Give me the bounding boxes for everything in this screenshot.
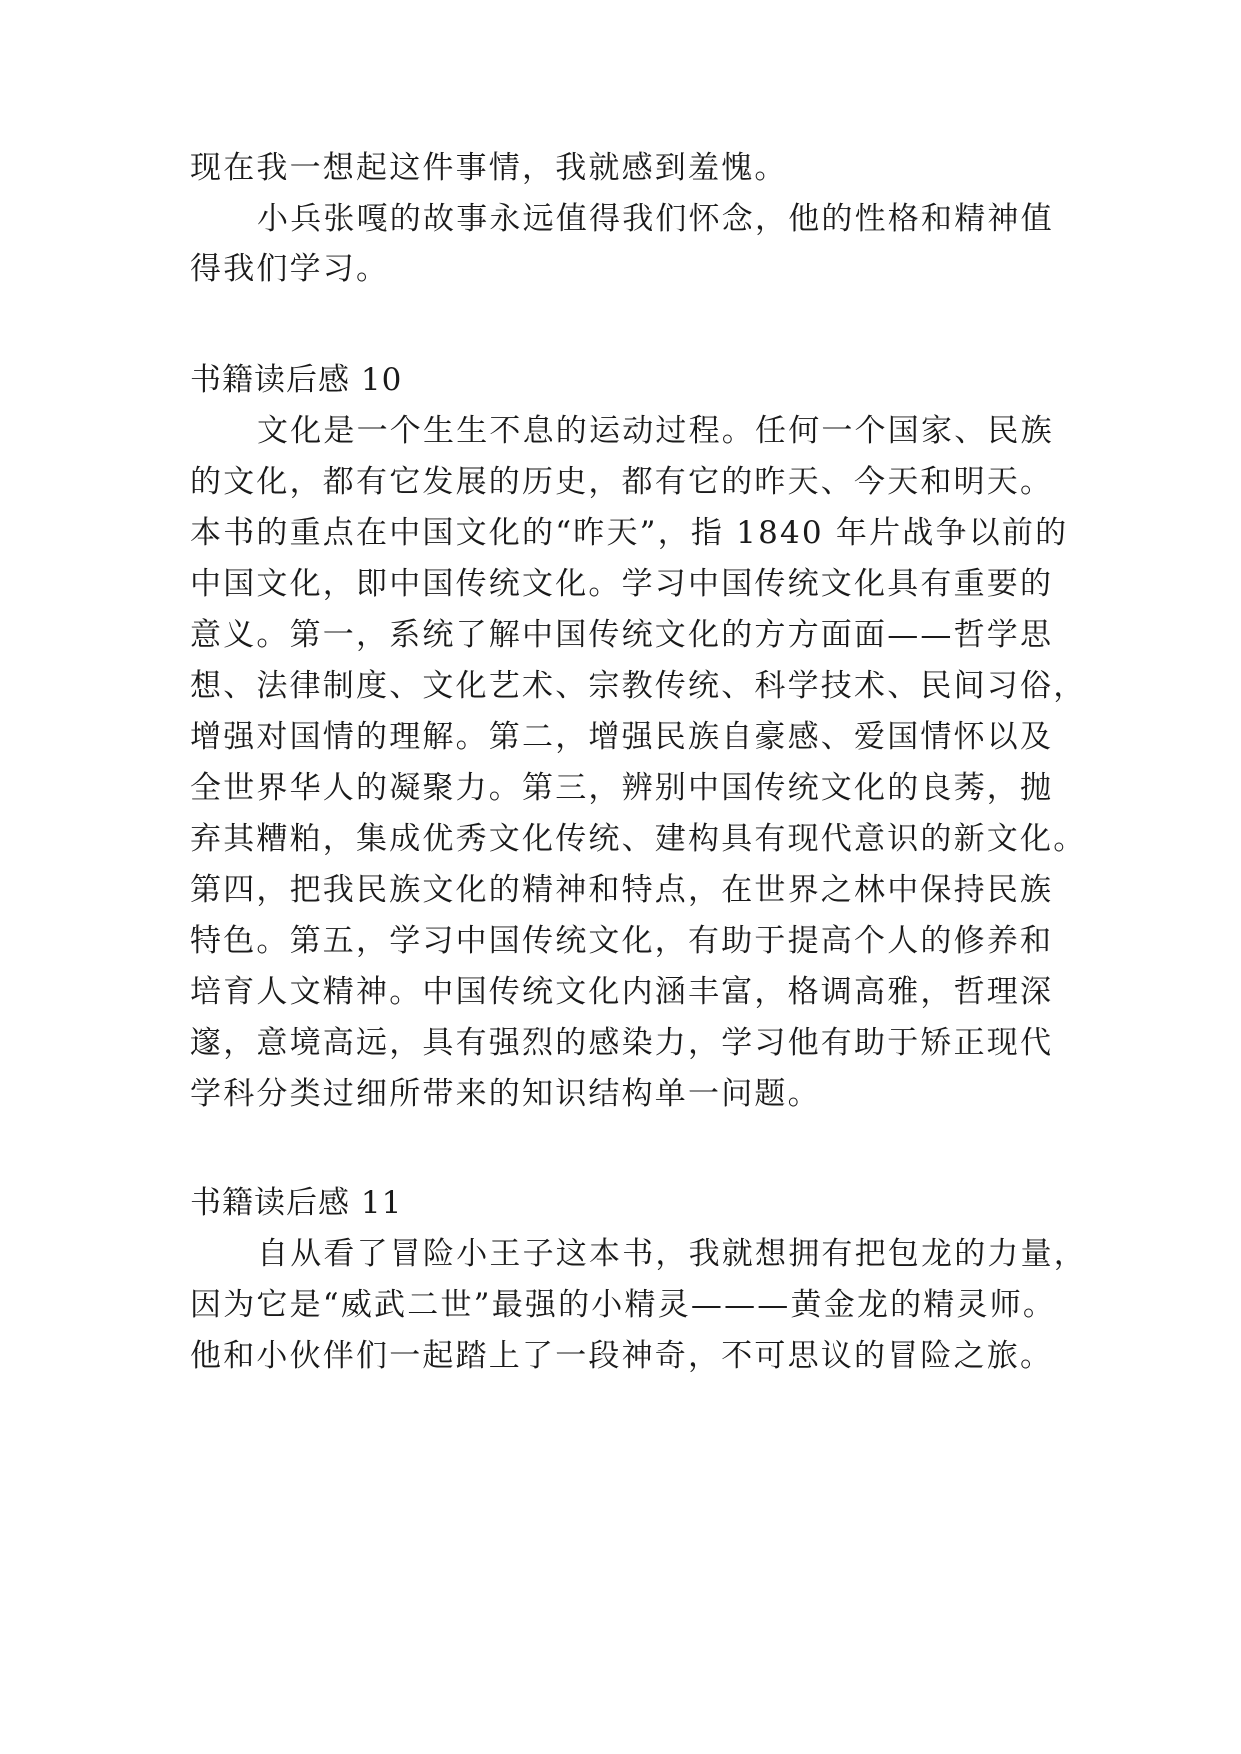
paragraph-line: 文化是一个生生不息的运动过程。任何一个国家、民族 [257, 413, 1054, 449]
paragraph-line: 增强对国情的理解。第二，增强民族自豪感、爱国情怀以及 [190, 719, 1054, 755]
paragraph-line: 想、法律制度、文化艺术、宗教传统、科学技术、民间习俗， [190, 668, 1087, 704]
section-heading: 书籍读后感 10 [190, 362, 403, 398]
paragraph-line: 第四，把我民族文化的精神和特点，在世界之林中保持民族 [190, 872, 1054, 908]
section-heading: 书籍读后感 11 [190, 1185, 403, 1221]
paragraph-line: 得我们学习。 [190, 251, 390, 287]
paragraph-line: 学科分类过细所带来的知识结构单一问题。 [190, 1076, 821, 1112]
paragraph-line: 全世界华人的凝聚力。第三，辨别中国传统文化的良莠，抛 [190, 770, 1054, 806]
paragraph-line: 培育人文精神。中国传统文化内涵丰富，格调高雅，哲理深 [190, 974, 1054, 1010]
paragraph-line: 的文化，都有它发展的历史，都有它的昨天、今天和明天。 [190, 464, 1054, 500]
paragraph-line: 中国文化，即中国传统文化。学习中国传统文化具有重要的 [190, 566, 1054, 602]
paragraph-line: 因为它是“威武二世”最强的小精灵———黄金龙的精灵师。 [190, 1287, 1057, 1323]
paragraph-line: 自从看了冒险小王子这本书，我就想拥有把包龙的力量， [257, 1236, 1087, 1272]
paragraph-line: 本书的重点在中国文化的“昨天”，指 1840 年片战争以前的 [190, 515, 1069, 551]
paragraph-line: 小兵张嘎的故事永远值得我们怀念，他的性格和精神值 [257, 201, 1054, 237]
paragraph-line: 他和小伙伴们一起踏上了一段神奇，不可思议的冒险之旅。 [190, 1338, 1054, 1374]
paragraph-line: 现在我一想起这件事情，我就感到羞愧。 [190, 150, 788, 186]
paragraph-line: 意义。第一，系统了解中国传统文化的方方面面——哲学思 [190, 617, 1054, 653]
paragraph-line: 弃其糟粕，集成优秀文化传统、建构具有现代意识的新文化。 [190, 821, 1087, 857]
paragraph-line: 邃，意境高远，具有强烈的感染力，学习他有助于矫正现代 [190, 1025, 1054, 1061]
paragraph-line: 特色。第五，学习中国传统文化，有助于提高个人的修养和 [190, 923, 1054, 959]
